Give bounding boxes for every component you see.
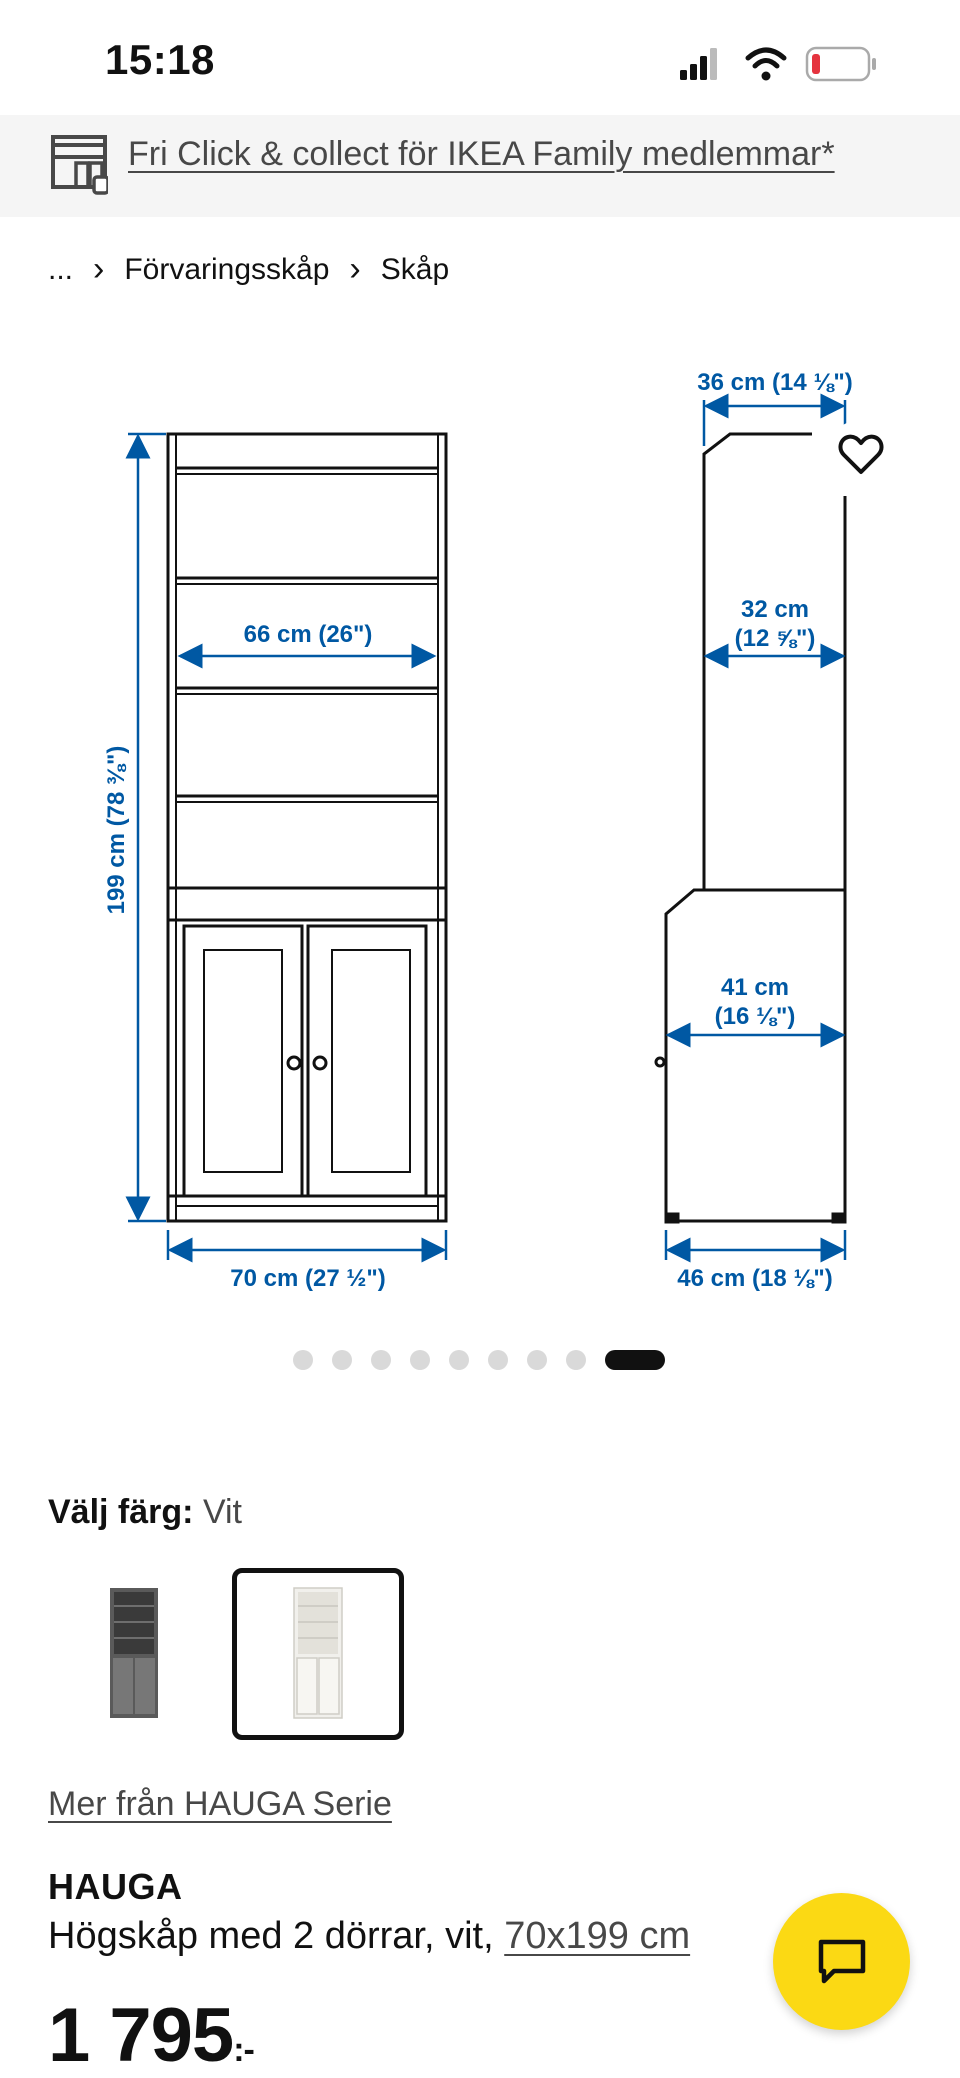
front-view (168, 434, 446, 1221)
color-label-text: Välj färg: (48, 1493, 194, 1531)
product-name: HAUGA (48, 1866, 183, 1907)
carousel-dot[interactable] (332, 1350, 352, 1370)
favorite-button[interactable] (826, 420, 896, 490)
dimension-base-depth-in: (16 ⅛") (714, 1003, 796, 1030)
dimension-base-depth-cm: 41 cm (720, 974, 790, 1001)
carousel-dot[interactable] (371, 1350, 391, 1370)
carousel-dot[interactable] (527, 1350, 547, 1370)
status-icons (680, 44, 900, 84)
carousel-dot[interactable] (449, 1350, 469, 1370)
dimension-inner-depth-cm: 32 cm (740, 596, 810, 623)
product-price (48, 1993, 254, 2078)
breadcrumb-ellipsis[interactable]: ... (48, 252, 74, 286)
cabinet-thumbnail-grey (104, 1584, 164, 1724)
chat-button[interactable] (773, 1893, 910, 2030)
color-swatch-white[interactable] (232, 1568, 404, 1740)
breadcrumb-item-forvaringsskap[interactable]: Förvaringsskåp (124, 252, 330, 286)
wifi-icon (748, 50, 784, 81)
status-time: 15:18 (105, 36, 215, 83)
carousel-dot[interactable] (488, 1350, 508, 1370)
chevron-right-icon: › (93, 250, 105, 288)
product-description (48, 1915, 690, 1958)
heart-icon (838, 434, 884, 476)
dimension-top-depth: 36 cm (14 ⅛") (697, 369, 853, 396)
dimension-inner-depth-in: (12 ⅝") (734, 625, 816, 652)
promo-banner (0, 115, 960, 217)
side-dimensions (666, 400, 845, 1260)
dimension-total-depth: 46 cm (18 ⅛") (677, 1265, 833, 1292)
product-description-text: Högskåp med 2 dörrar, vit, (48, 1915, 505, 1957)
chat-bubble-icon (816, 1937, 868, 1987)
side-view (656, 434, 845, 1222)
carousel-dot[interactable] (410, 1350, 430, 1370)
battery-icon (807, 48, 876, 80)
cabinet-thumbnail-white (288, 1584, 348, 1724)
dimension-height: 199 cm (78 ⅜") (103, 745, 130, 915)
carousel-dot[interactable] (293, 1350, 313, 1370)
breadcrumb-item-skap[interactable]: Skåp (380, 252, 450, 286)
store-icon (50, 133, 108, 195)
chevron-right-icon: › (349, 250, 361, 288)
dimension-shelf-width: 66 cm (26") (243, 621, 373, 648)
carousel-dot-active[interactable] (605, 1350, 665, 1370)
price-value: 1 795 (48, 1993, 234, 2078)
cellular-signal-icon (680, 48, 717, 80)
color-value: Vit (202, 1493, 243, 1531)
status-bar (0, 0, 960, 115)
color-swatch-grey[interactable] (48, 1568, 220, 1740)
breadcrumb (48, 250, 449, 289)
promo-link[interactable]: Fri Click & collect för IKEA Family medlemmar* (128, 135, 835, 173)
price-suffix: :- (233, 2031, 254, 2069)
series-link[interactable]: Mer från HAUGA Serie (48, 1785, 392, 1823)
product-size-link[interactable]: 70x199 cm (504, 1915, 691, 1957)
color-label (48, 1493, 242, 1532)
carousel-dot[interactable] (566, 1350, 586, 1370)
product-image[interactable] (0, 330, 960, 1330)
carousel-indicator (293, 1349, 665, 1371)
dimension-drawing (0, 330, 960, 1330)
dimension-total-width: 70 cm (27 ½") (230, 1265, 386, 1292)
